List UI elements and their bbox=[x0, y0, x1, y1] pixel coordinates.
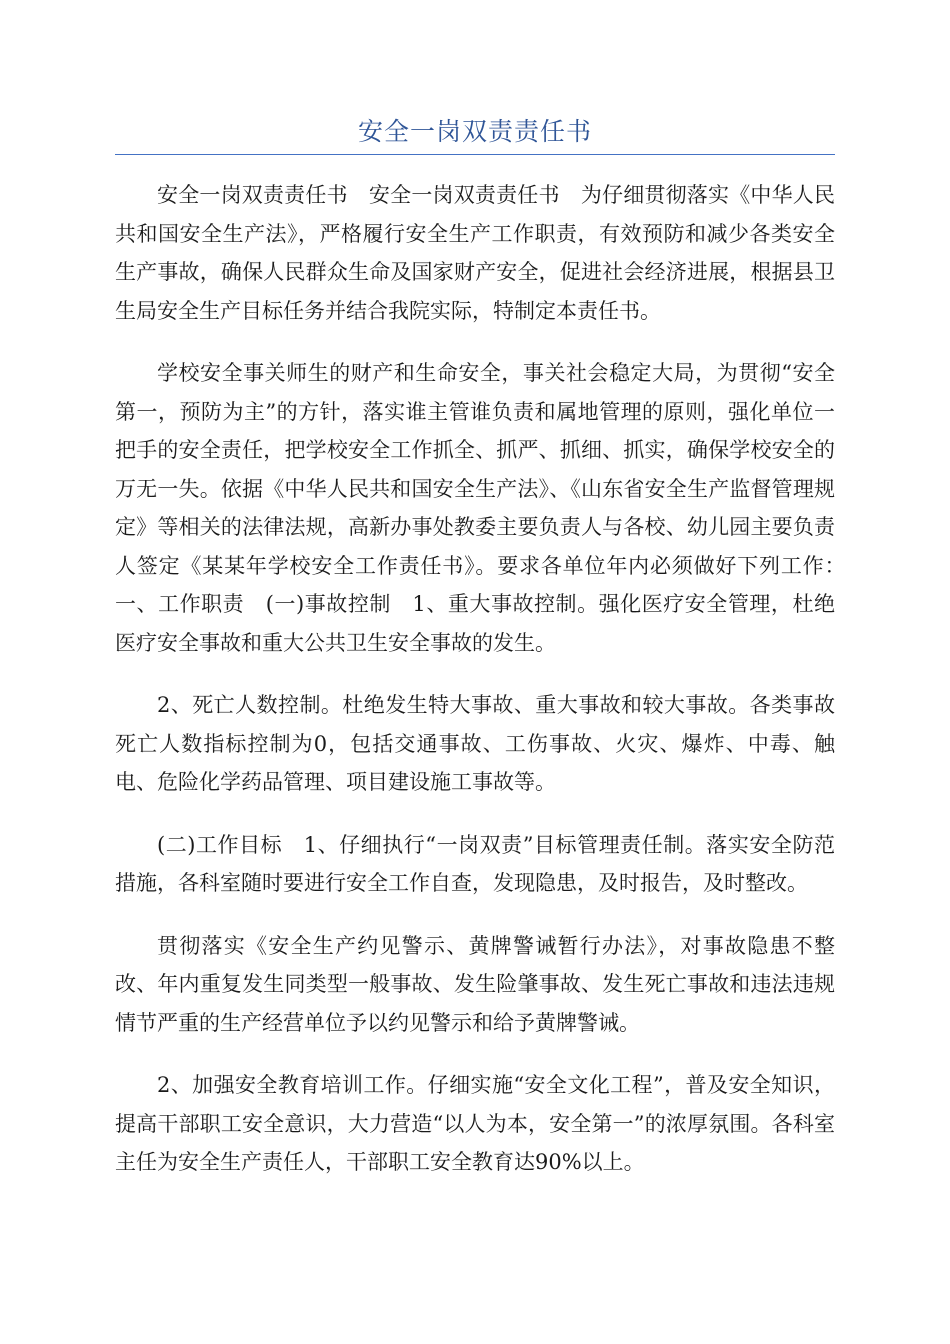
paragraph-5: 贯彻落实《安全生产约见警示、黄牌警诫暂行办法》，对事故隐患不整改、年内重复发生同类型一般事故、发生险肇事故、发生死亡事故和违法违规情节严重的生产经营单位予以约见警示和给予黄牌警诫。 bbox=[115, 933, 835, 1035]
document-title: 安全一岗双责责任书 bbox=[357, 117, 592, 146]
title-underline bbox=[115, 154, 835, 155]
paragraph-4: (二)工作目标 1、仔细执行“一岗双责”目标管理责任制。落实安全防范措施，各科室随时要进行安全工作自查，发现隐患，及时报告，及时整改。 bbox=[115, 832, 835, 895]
paragraph-2: 学校安全事关师生的财产和生命安全，事关社会稳定大局，为贯彻“安全第一，预防为主”的方针，落实谁主管谁负责和属地管理的原则，强化单位一把手的安全责任，把学校安全工作抓全、抓严、抓细、抓实，确保学校安全的万无一失。依据《中华人民共和国安全生产法》、《山东省安全生产监督管理规定》等相关的法律法规，高新办事处教委主要负责人与各校、幼儿园主要负责人签定《某某年学校安全工作责任书》。要求各单位年内必须做好下列工作： 一、工作职责 (一)事故控制 1、重大事故控制。强化医疗安全管理，杜绝医疗安全事故和重大公共卫生安全事故的发生。 bbox=[115, 361, 856, 655]
paragraph-6: 2、加强安全教育培训工作。仔细实施“安全文化工程”，普及安全知识，提高干部职工安全意识，大力营造“以人为本，安全第一”的浓厚氛围。各科室主任为安全生产责任人，干部职工安全教育达90%以上。 bbox=[115, 1073, 835, 1174]
document-body bbox=[115, 176, 856, 1206]
paragraph-3: 2、死亡人数控制。杜绝发生特大事故、重大事故和较大事故。各类事故死亡人数指标控制为0，包括交通事故、工伤事故、火灾、爆炸、中毒、触电、危险化学药品管理、项目建设施工事故等。 bbox=[115, 693, 835, 794]
paragraph-1: 安全一岗双责责任书 安全一岗双责责任书 为仔细贯彻落实《中华人民共和国安全生产法》，严格履行安全生产工作职责，有效预防和减少各类安全生产事故，确保人民群众生命及国家财产安全，促进社会经济进展，根据县卫生局安全生产目标任务并结合我院实际，特制定本责任书。 bbox=[115, 183, 835, 323]
